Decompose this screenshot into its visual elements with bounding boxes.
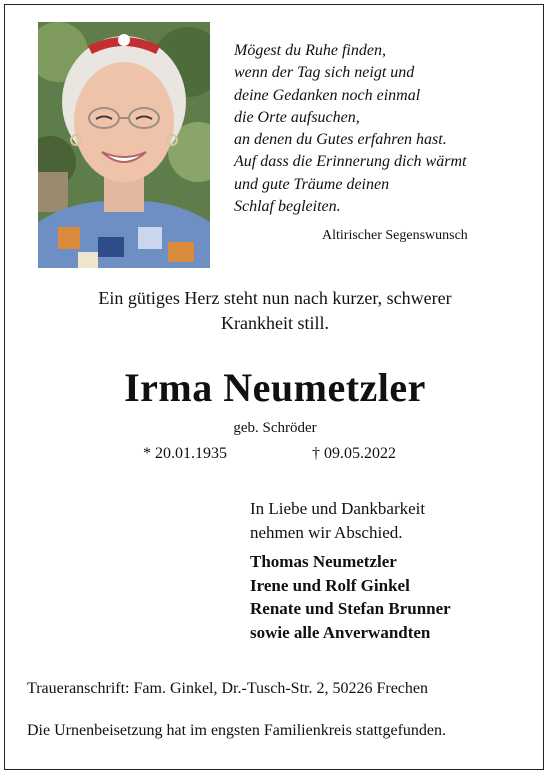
death-date: † 09.05.2022 xyxy=(312,445,396,462)
maiden-name: geb. Schröder xyxy=(233,420,317,436)
farewell-line: In Liebe und Dankbarkeit xyxy=(250,499,426,518)
poem-line: Schlaf begleiten. xyxy=(234,198,341,216)
farewell-line: nehmen wir Abschied. xyxy=(250,523,403,542)
portrait-photo xyxy=(38,22,210,268)
poem-line: die Orte aufsuchen, xyxy=(234,108,360,126)
intro-text xyxy=(0,286,550,336)
mourners-list xyxy=(250,550,451,644)
mourner: Irene und Rolf Ginkel xyxy=(250,575,410,595)
poem-line: wenn der Tag sich neigt und xyxy=(234,64,415,82)
deceased-name: Irma Neumetzler xyxy=(124,365,426,410)
mourner: Thomas Neumetzler xyxy=(250,552,397,571)
poem-line: deine Gedanken noch einmal xyxy=(234,86,421,104)
intro-line: Ein gütiges Herz steht nun nach kurzer, schwerer xyxy=(98,288,452,308)
poem-line: Auf dass die Erinnerung dich wärmt xyxy=(234,153,467,171)
poem-line: Mögest du Ruhe finden, xyxy=(234,42,386,59)
mourner: sowie alle Anverwandten xyxy=(250,622,431,642)
intro-line: Krankheit still. xyxy=(221,313,329,333)
mourner: Renate und Stefan Brunner xyxy=(250,599,451,618)
funeral-note: Die Urnenbeisetzung hat im engsten Familienkreis stattgefunden. xyxy=(27,722,446,739)
farewell-text xyxy=(250,497,425,545)
poem-source: Altirischer Segenswunsch xyxy=(322,228,468,243)
poem xyxy=(234,40,466,218)
poem-line: und gute Träume deinen xyxy=(234,175,390,193)
poem-line: an denen du Gutes erfahren hast. xyxy=(234,131,447,149)
birth-date: * 20.01.1935 xyxy=(143,445,227,462)
mourning-address: Traueranschrift: Fam. Ginkel, Dr.-Tusch-Str. 2, 50226 Frechen xyxy=(27,680,428,697)
